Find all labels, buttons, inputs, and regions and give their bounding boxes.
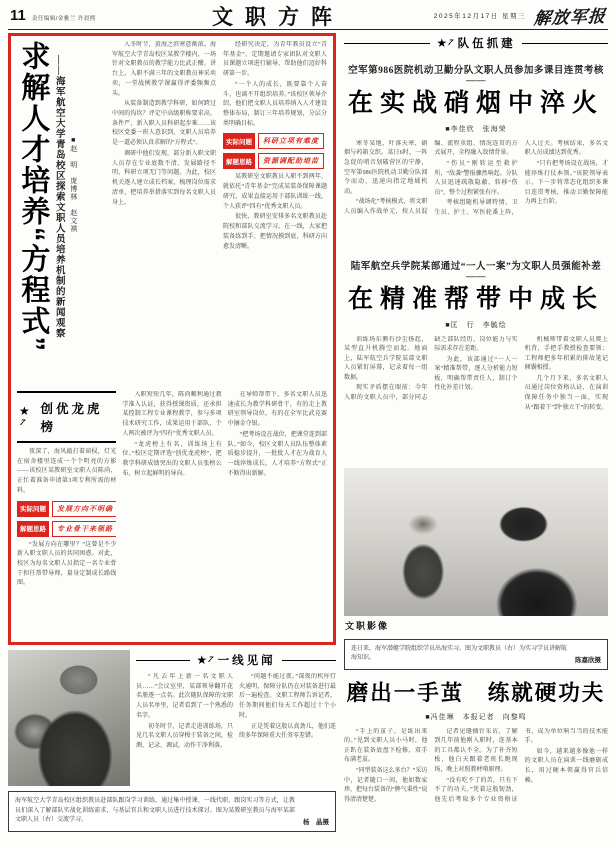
section-title: 队伍抓建 [457, 38, 516, 50]
photo-caption: 海军航空大学青岛校区组织教员赴部队跟岗学习训练，通过集中授课、一线代职、跟岗实习等方式，让教员们深入了解部队实战化训练需求，与基层官兵和文职人员进行技术探讨。图为某教研室教员与海军某部文职人员（右）交流学习。 [15, 798, 295, 824]
solution-value: 资源调配助培苗 [258, 153, 324, 169]
body-column [122, 391, 221, 639]
paragraph: “战场化”考核模式，将文职人员编入作战单元，按人员混编、流程重组、情况连贯的方式展开，全程融入敌情背景。 [344, 140, 518, 215]
solution-value: 专业骨干来领路 [52, 521, 116, 537]
solution-label: 解题思路 [17, 521, 49, 537]
paragraph: “发展方向在哪里？”这曾是不少新入职文职人员的共同困惑。对此，校区为每名文职人员指定一名专业骨干担任帮带导师，量身定制成长路线图。 [17, 541, 117, 587]
issue-date: 2025年12月17日 星期三 [433, 13, 526, 20]
paragraph: “只有把考场设在战场，才能淬炼打仗本领。”该院领导表示，下一步将常态化组织多课目连贯考核，推动卫勤保障能力再上台阶。 [524, 160, 608, 206]
problem-solution-pair [223, 133, 327, 149]
star-icon: ★7 [196, 653, 215, 667]
paragraph: 初冬时节，记者走进训练场，只见几名文职人员穿梭于装备之间，检测、记录、调试，动作干净利落。 [136, 723, 233, 750]
header-left [10, 7, 180, 24]
body-column [112, 41, 216, 383]
paragraph: 正是凭着这股认真劲儿，他们连续多年保障重大任务零差错。 [239, 723, 336, 740]
paragraph: 入职短短几年，陈尚顺利通过教学准入认证，获得授课资质，还承担某控制工程专业课程教学，参与多项技术研究工作，成果运用于部队，个人两次被评为“四有”优秀文职人员。 [122, 392, 222, 437]
article-byline: ■匡 行 李毓绘 [445, 321, 507, 329]
paragraph: “手上的茧子，是练出来的。”见到文职人员小马时，他正趴在装备底盘下检修，双手布满老茧。 [344, 728, 428, 764]
body-column [223, 41, 327, 383]
photo-caption-box-left [8, 791, 336, 832]
photographer-credit: 陈嘉欣摄 [575, 656, 601, 664]
paragraph: 训练场东侧有沙尘扬起，某型直升机腾空而起。地面上，陆军航空兵学院某部文职人员紧盯屏幕，记录着每一组数据。 [344, 336, 428, 381]
paragraph: “把考场设在战位，把课堂连到部队。”如今，校区文职人员队伍整体素质稳步提升，一批批人才在为战育人一线淬炼成长，人才培养“方程式”正不断得出新解。 [227, 431, 327, 477]
paragraph: “伤员”刚转运至救护所，“敌袭”警报骤然响起。分队人员迅速疏散隐蔽，转移“伤员”，整个过程紧张有序。 [434, 160, 518, 196]
body-column [228, 391, 327, 639]
star-icon: ★7 [436, 36, 455, 50]
page-content [8, 33, 608, 848]
honor-roll-header [17, 391, 116, 443]
body-column [136, 673, 233, 786]
paragraph: 如今，越来越多像他一样的文职人员在演训一线磨砺成长，用过硬本领赢得官兵信赖。 [524, 748, 608, 784]
paragraph: 为此，该部通过“一人一案”精准帮带，逐人分析能力短板，明确帮带责任人，制订个性化补差计划。 [434, 356, 518, 392]
feature-byline: ■赵 明 庞博林 赵文祺 [69, 137, 77, 233]
paragraph: “凡去年上新一名文职人员……”会议室里，某部领导翻开花名册逐一点名。此次随队保障的文职人员名单里，记者看到了一个熟悉的名字。 [136, 674, 233, 719]
article-body [344, 728, 608, 848]
article-2 [344, 252, 608, 464]
problem-solution-pair [17, 501, 116, 517]
feature-top-row [17, 41, 327, 383]
article-byline: ■李佳欣 张海荣 [445, 125, 507, 133]
paragraph: 寒冬某地，叶落天寒，硝烟与药箱交织。某日6时，一阵急促的哨音划破营区的宁静，空军第986医院机动卫勤分队闻令而动，迅速向指定地域机动。 [344, 140, 428, 195]
news-photo-right [344, 468, 608, 616]
paragraph: 入冬时节，黄海之滨寒意渐浓。海军航空大学青岛校区某教学楼内，一场针对文职教员的教学能力比武正酣。讲台上，入职不满三年的文职教员神采奕奕，一堂战例教学课赢得评委频频点头。 [112, 42, 216, 97]
article-body [344, 336, 608, 464]
paragraph: 从装备制造到教学科研，如何跨过中间的沟坎？评定中高级职称要求高、条件严，新入职人员科研起步难……该校区党委一班人意识到，文职人员培养是一道必须认真求解的“方程式”。 [112, 101, 216, 147]
paragraph: “一个人的成长，既要靠个人奋斗，也离不开组织培养。”该校区领导介绍，他们把文职人员培养纳入人才建设整体布局，制订三年培养规划，分层分类明确目标。 [223, 81, 327, 127]
rule-line [282, 660, 336, 661]
photo-caption: 连日来，海军潜艇学院组织学员出海实习。图为文职教员（右）为实习学员讲解航海知识。 [351, 645, 568, 662]
problem-solution-pair [17, 521, 116, 537]
right-zone [344, 33, 608, 848]
rule-line [344, 43, 430, 44]
news-photo-left [8, 650, 130, 786]
article-1 [344, 56, 608, 252]
paragraph: 夜深了，海风敲打着窗棂，灯光在宿舍楼里连成一个个明亮的方影——该校区某教研室文职人员陈尚，正忙着准备申请第3项专利所需的材料。 [17, 449, 117, 494]
section-header-frontline [136, 652, 336, 668]
rule-line [136, 660, 190, 661]
article-headline: 在精准帮带中成长 [347, 285, 604, 313]
paragraph: “问题不能过夜。”深夜的机库灯火通明，保障分队仍在对装备进行最后一遍检查。文职工程师告诉记者，任务期间他们每天工作超过十个小时。 [239, 674, 336, 719]
body-column [17, 391, 116, 639]
editor-credits: 责任编辑/金雅兰 许晨熙 [31, 16, 96, 22]
paragraph: 调研中他们发现，部分新入职文职人员存在专业底数不清、发展路径不明、科研立项无门等问题。为此，校区机关逐人建立成长档案，梳理岗位需求清单，把培养举措落实到每名文职人员身上。 [112, 150, 216, 206]
paragraph: 机械师带着文职人员爬上机背，手把手教授检查要领；工程师把多年积累的排故笔记倾囊相授。 [524, 336, 608, 372]
paragraph: “同型装备这么多台？”采访中，记者随口一问，他如数家珍，把每台装备的“脾气秉性”说得清清楚楚。 [344, 768, 428, 803]
page-header [8, 4, 608, 30]
article-headline: 磨出一手茧 练就硬功夫 [346, 680, 606, 705]
vertical-headline-block [17, 41, 105, 383]
article-3 [344, 670, 608, 848]
left-zone [8, 33, 336, 848]
star-icon: ★7 [18, 404, 30, 427]
problem-label: 实际问题 [17, 501, 49, 517]
paragraph: “没有吃不了的苦，只有下不了的功夫。”凭着这股韧劲，他先后考取多个专业资格证书，成为单位响当当的技术能手。 [434, 728, 608, 803]
feature-bottom-row [17, 391, 327, 639]
paragraph: 经研究决定，为青年教员设立“青年基金”，定期邀请专家团队对文职人员课题立项进行辅导，帮助他们迈好科研第一步。 [223, 42, 327, 78]
rule-line [522, 43, 608, 44]
page-number: 11 [10, 7, 26, 24]
article-headline: 在实战硝烟中淬火 [347, 90, 604, 117]
feature-subtitle: ——海军航空大学青岛校区探索文职人员培养机制的新闻观察 [53, 55, 64, 339]
paragraph: 记者见缝插针采访，了解到几年前他刚入职时，连基本的工具都认不全。为了补齐短板，他白天跟着老班长跑现场，晚上对照教材啃原理。 [434, 728, 518, 774]
paragraph: 考核组随机导调特情，卫生员、护士、军医轮番上阵，人人过关。考核结束，多名文职人员成绩达到优秀。 [434, 140, 608, 216]
feature-article [8, 33, 336, 645]
article-body [344, 140, 608, 252]
paragraph: 某教研室文职教员入职不到两年，就依托“青年基金”完成某装备保障课题研究，成果直接运用于部队训练一线，个人获评“四有”优秀文职人员。 [223, 174, 327, 210]
photo-column-label: 文职影像 [345, 620, 390, 631]
newspaper-masthead: 解放军报 [533, 6, 607, 29]
page-section-title: 文职方阵 [212, 5, 344, 29]
paragraph: 很快，教研室安排多名文职教员赴院校和部队交流学习。在一线，大家把装备练到手、把情况摸到底，科研方向愈发清晰。 [223, 214, 327, 250]
left-bottom-strip [8, 650, 336, 786]
article-byline: ■冯佳琳 本报记者 向黎鸣 [425, 713, 527, 721]
problem-solution-pair [223, 153, 327, 169]
body-column [239, 673, 336, 786]
photographer-credit: 杨 晶摄 [303, 818, 329, 826]
paragraph: 现实矛盾摆在眼前：今年入职的文职人员中，部分同志缺乏部队经历，岗位能力与实际需求存在差距。 [344, 336, 518, 402]
problem-value: 科研立项有难度 [258, 133, 324, 149]
article-kicker: 空军第986医院机动卫勤分队文职人员参加多课目连贯考核—— [348, 66, 604, 86]
paragraph: “龙虎榜上有名，训练场上有位。”校区定期评选“创优龙虎榜”，把教学科研成绩突出的文职人员张榜公布，树立起鲜明的导向。 [122, 441, 222, 477]
article-kicker: 陆军航空兵学院某部通过“一人一案”为文职人员强能补差—— [350, 261, 602, 282]
header-right [376, 3, 606, 28]
solution-label: 解题思路 [223, 153, 255, 169]
problem-value: 发展方向不明确 [52, 501, 116, 517]
section-header-team-building [344, 35, 608, 51]
photo-caption-box-right [344, 639, 608, 670]
brief-columns [136, 673, 336, 786]
problem-label: 实际问题 [223, 133, 255, 149]
paragraph: 在导师帮带下，多名文职人员迅速成长为教学科研骨干，有的走上教研室领导岗位，有的在全军比武竞赛中摘金夺银。 [227, 392, 327, 428]
frontline-brief [136, 650, 336, 786]
section-title: 一线见闻 [217, 655, 276, 667]
paragraph: 几个月下来，多名文职人员通过岗位资格认证，在演训保障任务中独当一面，实现从“跟着干”到“独立干”的转变。 [524, 375, 608, 411]
honor-roll-title: 创优龙虎榜 [40, 402, 103, 434]
feature-headline: 求解人才培养“方程式” [17, 41, 50, 353]
